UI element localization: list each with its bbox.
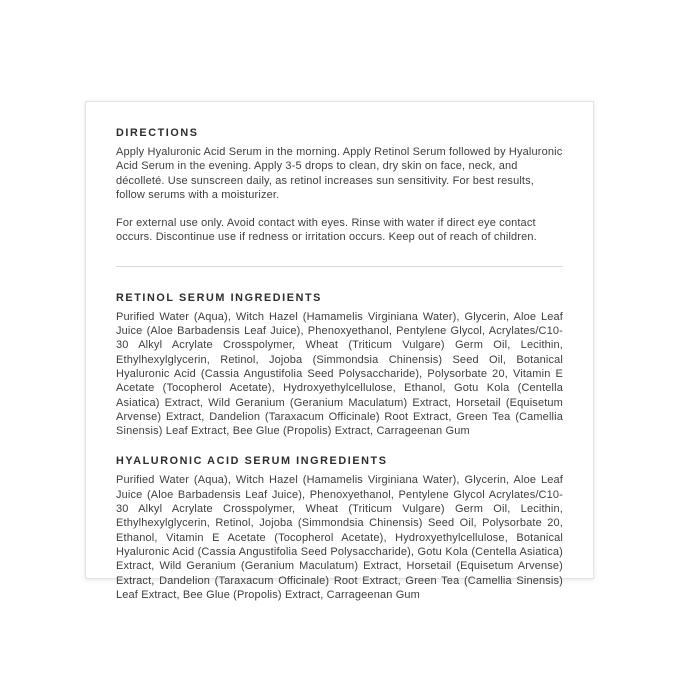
product-label-card xyxy=(85,101,594,601)
hyaluronic-ingredients-section xyxy=(116,455,563,602)
retinol-ingredients-list: Purified Water (Aqua), Witch Hazel (Hamamelis Virginiana Water), Glycerin, Aloe Leaf Juice (Aloe Barbadensis Leaf Juice), Phenoxyethanol, Pentylene Glycol, Acrylates/C10-30 Alkyl Acrylate Crosspolymer, Wheat (Triticum Vulgare) Germ Oil, Lecithin, Ethylhexylglycerin, Retinol, Jojoba (Simmondsia Chinensis) Seed Oil, Botanical Hyaluronic Acid (Cassia Angustifolia Seed Polysaccharide), Polysorbate 20, Vitamin E Acetate (Tocopherol Acetate), Hydroxyethylcellulose, Ethanol, Gotu Kola (Centella Asiatica) Extract, Wild Geranium (Geranium Maculatum) Extract, Horsetail (Equisetum Arvense) Extract, Dandelion (Taraxacum Officinale) Root Extract, Green Tea (Camellia Sinensis) Leaf Extract, Bee Glue (Propolis) Extract, Carrageenan Gum xyxy=(116,310,563,438)
retinol-ingredients-heading: RETINOL SERUM INGREDIENTS xyxy=(116,291,322,304)
section-divider xyxy=(116,266,563,267)
directions-usage-paragraph: Apply Hyaluronic Acid Serum in the morning. Apply Retinol Serum followed by Hyaluronic Acid Serum in the evening. Apply 3-5 drops to clean, dry skin on face, neck, and décolleté. Use sunscreen daily, as retinol increases sun sensitivity. For best results, follow serums with a moisturizer. xyxy=(116,146,563,201)
directions-warning-paragraph: For external use only. Avoid contact with eyes. Rinse with water if direct eye contact occurs. Discontinue use if redness or irritation occurs. Keep out of reach of children. xyxy=(116,217,537,244)
directions-heading: DIRECTIONS xyxy=(116,127,199,139)
hyaluronic-ingredients-heading: HYALURONIC ACID SERUM INGREDIENTS xyxy=(116,455,388,468)
directions-section xyxy=(116,127,563,245)
retinol-ingredients-section xyxy=(116,292,563,439)
hyaluronic-ingredients-list: Purified Water (Aqua), Witch Hazel (Hamamelis Virginiana Water), Glycerin, Aloe Leaf Juice (Aloe Barbadensis Leaf Juice), Phenoxyethanol, Pentylene Glycol Acrylates/C10-30 Alkyl Acrylate Crosspolymer, Wheat (Triticum Vulgare) Germ Oil, Lecithin, Ethylhexylglycerin, Retinol, Jojoba (Simmondsia Chinensis) Seed Oil, Polysorbate 20, Ethanol, Vitamin E Acetate (Tocopherol Acetate), Hydroxyethylcellulose, Botanical Hyaluronic Acid (Cassia Angustifolia Seed Polysaccharide), Gotu Kola (Centella Asiatica) Extract, Wild Geranium (Geranium Maculatum) Extract, Horsetail (Equisetum Arvense) Extract, Dandelion (Taraxacum Officinale) Root Extract, Green Tea (Camellia Sinensis) Leaf Extract, Bee Glue (Propolis) Extract, Carrageenan Gum xyxy=(116,474,563,601)
